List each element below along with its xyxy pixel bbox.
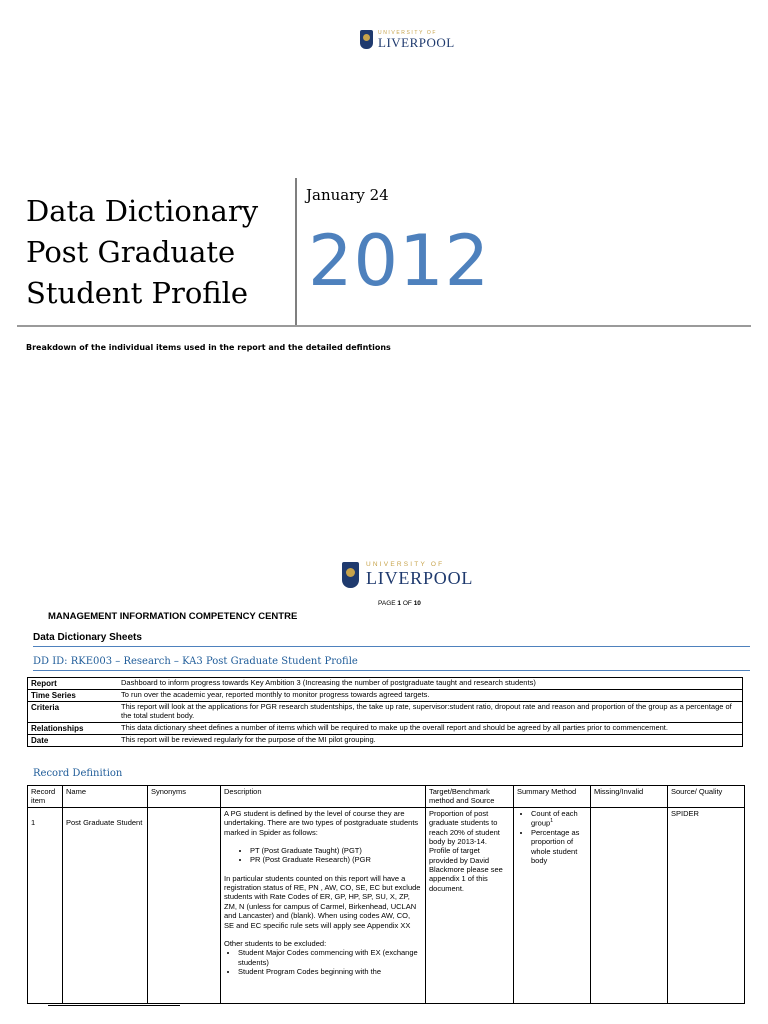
col-header-source: Source/ Quality [668,786,745,808]
logo-university-of: UNIVERSITY OF [366,561,445,569]
logo-liverpool: LIVERPOOL [366,567,474,588]
criteria-label: Criteria [28,702,116,722]
col-header-name: Name [63,786,148,808]
table-row [28,690,743,702]
relationships-value: This data dictionary sheet defines a number of items which will be required to make up the overall report and should be agreed by all parties prior to commencement. [115,722,743,734]
university-logo-large [342,562,473,588]
list-item: • Student Major Codes commencing with EX (exchange students) [238,948,422,967]
col-header-record-item: Record item [28,786,63,808]
list-item: • Percentage as proportion of whole student body [531,828,587,866]
title-divider-vertical [295,178,297,326]
cover-title-line-3: Student Profile [26,276,249,310]
crest-icon [342,562,359,588]
record-table [27,785,745,1004]
record-missing-cell [591,807,668,1003]
page-number: PAGE 1 OF 10 [378,600,421,607]
cover-title-line-2: Post Graduate [26,235,236,269]
cover-date: January 24 [306,186,389,204]
record-definition-heading: Record Definition [33,768,123,779]
list-item: • Count of each group$^1$ [531,809,587,828]
university-logo [360,30,455,49]
table-row [28,734,743,746]
col-header-synonyms: Synonyms [148,786,221,808]
date-label: Date [28,734,116,746]
criteria-value: This report will look at the applications for PGR research studentships, the take up rate, supervisor:student ratio, dropout rate and reason and proportion of the group as a percentage of the total student body. [115,702,743,722]
footnote-reference: 1 [550,818,553,825]
record-summary-cell [514,807,591,1003]
record-description-cell: A PG student is defined by the level of course they are undertaking. There are two types of postgraduate students marked in Spider as follows: • PT (Post Graduate Taught) (PGT) • PR (Post Graduate Research) (PGR In particular students counted on this report will have a registration status of RE, PN , AW, CO, SE, EC but exclude students with Rate Codes of ER, GP, HP, SP, SU, X, ZP, ZM, N (unless for campus of Carmel, Birkenhead, UCLAN and Lancaster) and (blank). When using codes AW, CO, SE and EC specific rule sets will apply see Appendix XX Other students to be excluded: • Student Major Codes commencing with EX (exchange students) • Student Program Codes beginning with the [221,807,426,1003]
table-row [28,722,743,734]
list-item: • PR (Post Graduate Research) (PGR [250,855,422,864]
report-table [27,677,743,747]
centre-name: MANAGEMENT INFORMATION COMPETENCY CENTRE [48,611,298,622]
crest-icon [360,30,373,49]
cover-title-line-1: Data Dictionary [26,194,259,228]
time-series-value: To run over the academic year, reported monthly to monitor progress towards agreed targets. [115,690,743,702]
footnote-separator [48,1005,180,1006]
record-name-cell: Post Graduate Student [63,807,148,1003]
record-source-cell: SPIDER [668,807,745,1003]
dd-id-heading: DD ID: RKE003 – Research – KA3 Post Graduate Student Profile [33,656,358,667]
cover-subtitle: Breakdown of the individual items used in the report and the detailed defintions [26,343,391,352]
logo-university-of: UNIVERSITY OF [378,29,438,36]
dd-id-rule [33,670,750,671]
section-title: Data Dictionary Sheets [33,632,142,643]
col-header-summary: Summary Method [514,786,591,808]
table-row [28,807,745,1003]
time-series-label: Time Series [28,690,116,702]
report-label: Report [28,678,116,690]
list-item: • PT (Post Graduate Taught) (PGT) [250,846,422,855]
record-item-cell: 1 [28,807,63,1003]
logo-liverpool: LIVERPOOL [378,34,455,50]
table-row [28,678,743,690]
col-header-description: Description [221,786,426,808]
col-header-target: Target/Benchmark method and Source [426,786,514,808]
list-item: • Student Program Codes beginning with the [238,967,422,976]
relationships-label: Relationships [28,722,116,734]
record-synonyms-cell [148,807,221,1003]
date-value: This report will be reviewed regularly for the purpose of the MI pilot grouping. [115,734,743,746]
report-value: Dashboard to inform progress towards Key Ambition 3 (Increasing the number of postgraduate taught and research students) [115,678,743,690]
cover-year: 2012 [308,220,491,302]
title-divider-horizontal [17,325,751,327]
col-header-missing: Missing/Invalid [591,786,668,808]
section-rule [33,646,750,647]
table-row [28,702,743,722]
table-header-row [28,786,745,808]
record-target-cell: Proportion of post graduate students to reach 20% of student body by 2013-14. Profile of target provided by David Blackmore please see appendix 1 of this document. [426,807,514,1003]
